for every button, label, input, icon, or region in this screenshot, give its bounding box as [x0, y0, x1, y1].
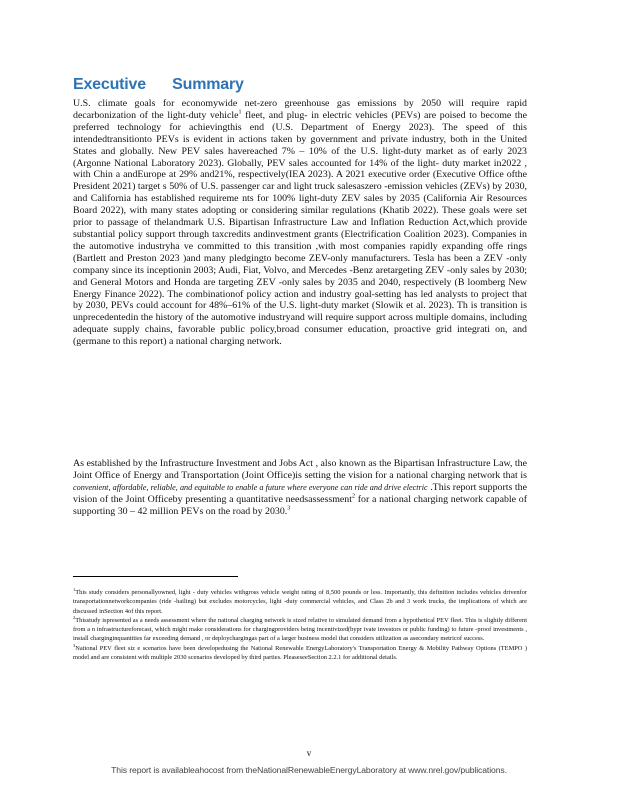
- vision-quote: convenient, affordable, reliable, and equitable to enable a future where everyone can ride and drive electric: [73, 482, 428, 492]
- footnote-text: This study considers personallyowned, light - duty vehicles withgross vehicle weight rating of 8,500 pounds or less. Importantly, this definition includes vehicles drivenfor transportationnetworkcompanies (ride -hailing) but excludes motorcycles, light -duty commercial vehicles, and Class 2b and 3 work trucks, the implications of which are discussed inSection 4of this report.: [73, 589, 527, 615]
- paragraph-joint-office-end: for a national charging network capable of supporting 30 – 42 million PEVs on the road by 2030.: [73, 493, 528, 517]
- footnote-3: [73, 644, 527, 663]
- footnote-ref-2[interactable]: 2: [352, 493, 355, 500]
- footnote-ref-3[interactable]: 3: [287, 505, 291, 512]
- footnote-1: [73, 588, 527, 616]
- paragraph-joint-office-start: As established by the Infrastructure Investment and Jobs Act , also known as the Bipartisan Infrastructure Law, the Joint Office of Energy and Transportation (Joint Office)is setting the vision for a national charging network that is: [73, 458, 527, 481]
- footnote-divider: [73, 576, 238, 577]
- section-heading: Executive Summary: [73, 76, 244, 93]
- paragraph-joint-office: [73, 458, 527, 518]
- footnote-number: 1: [73, 586, 76, 592]
- page-footer: This report is availableahocost from theNationalRenewableEnergyLaboratory at www.nrel.gov/publications.: [111, 765, 507, 775]
- paragraph-joint-office-mid: .This report supports the vision of the Joint Officeby presenting a quantitative needsassessment: [73, 481, 527, 505]
- footnote-text: National PEV fleet siz e scenarios have been developedusing the National Renewable EnergyLaboratory's Transportation Energy & Mobility Pathway Options (TEMPO ) model and are consistent with multiple 2030 scenarios developed by third parties. PleaseseeSection 2.2.1 for additional details.: [73, 644, 527, 662]
- paragraph-intro: [73, 98, 527, 348]
- footnote-ref-1[interactable]: 1: [238, 109, 242, 116]
- footnote-number: 3: [73, 642, 76, 648]
- page-number: v: [306, 748, 312, 758]
- footnote-text: Thisstudy ispresented as a needs assessment where the national charging network is sized relative to simulated demand from a hypothetical PEV fleet. This is slightly different from a n infrastructureforecast, which might make considerations for chargingproviders being incentivized(bypr ivate investors or public funding) to future -proof investments , install charginginquantities far exceeding demand , or deploychargingas part of a larger business model that considers utilization as asecondary metricof success.: [73, 616, 527, 643]
- paragraph-intro-continued: fleet, and plug- in electric vehicles (PEVs) are poised to become the preferred technology for achievingthis end (U.S. Department of Energy 2023). The speed of this intendedtransitionto PEVs is evident in actions taken by government and private industry, both in the United States and globally. New PEV sales havereached 7% – 10% of the U.S. light-duty market as of early 2023 (Argonne National Laboratory 2023). Globally, PEV sales accounted for 14% of the light- duty market in2022 , with Chin a andEurope at 29% and21%, respectively(IEA 2023). A 2021 executive order (Executive Office ofthe President 2021) target s 50% of U.S. passenger car and light truck salesaszero -emission vehicles (ZEVs) by 2030, and California has established requireme nts for 100% light-duty ZEV sales by 2035 (California Air Resources Board 2022), with many states adopting or considering similar regulations (Khatib 2022). These goals were set prior to passage of thelandmark U.S. Bipartisan Infrastructure Law and Inflation Reduction Act,which provide substantial policy support through taxcredits andinvestment grants (Electrification Coalition 2023). Companies in the automotive industryha ve committed to this transition ,with most companies rapidly expanding offe rings (Bartlett and Preston 2023 )and many pledgingto become ZEV-only manufacturers. Tesla has been a ZEV -only company since its inceptionin 2003; Audi, Fiat, Volvo, and Mercedes -Benz aretargeting ZEV -only sales by 2030; and General Motors and Honda are targeting ZEV -only sales by 2035 and 2040, respectively (B loomberg New Energy Finance 2022). The combinationof policy action and industry goal-setting has led analysts to project that by 2030, PEVs could account for 48%–61% of the U.S. light-duty market (Slowik et al. 2023). Th is transition is unprecedentedin the history of the automotive industryand will require support across multiple domains, including adequate supply chains, favorable public policy,broad consumer education, proactive grid integrati on, and (germane to this report) a national charging network.: [73, 109, 527, 348]
- footnote-number: 2: [73, 614, 76, 620]
- paragraph-intro-text: U.S. climate goals for economywide net-zero greenhouse gas emissions by 2050 will require rapid decarbonization of the light-duty vehicle: [73, 98, 527, 121]
- footnotes: [73, 588, 527, 662]
- footnote-2: [73, 616, 527, 644]
